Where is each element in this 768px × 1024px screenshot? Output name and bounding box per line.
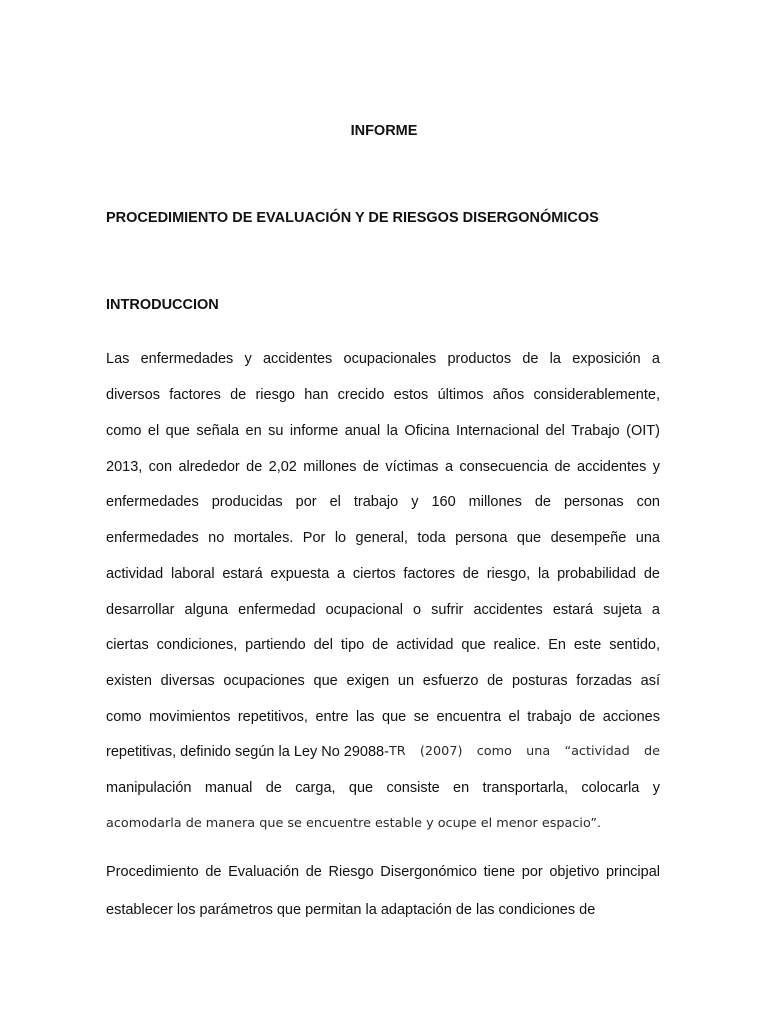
paragraph-line: enfermedades no mortales. Por lo general, toda persona que desempeñe una xyxy=(106,530,660,546)
paragraph-line: Las enfermedades y accidentes ocupacionales productos de la exposición a xyxy=(106,351,660,367)
document-subtitle: PROCEDIMIENTO DE EVALUACIÓN Y DE RIESGOS DISERGONÓMICOS xyxy=(106,210,599,226)
paragraph-line: ciertas condiciones, partiendo del tipo de actividad que realice. En este sentido, xyxy=(106,637,660,653)
paragraph-line: enfermedades producidas por el trabajo y 160 millones de personas con xyxy=(106,494,660,510)
paragraph-line-part: repetitivas, definido según la Ley No 29088- xyxy=(106,744,389,760)
paragraph-line-mixed xyxy=(106,743,660,761)
paragraph-line: desarrollar alguna enfermedad ocupacional o sufrir accidentes estará sujeta a xyxy=(106,602,660,618)
document-title: INFORME xyxy=(350,123,418,139)
paragraph-line: como el que señala en su informe anual la Oficina Internacional del Trabajo (OIT) xyxy=(106,423,660,439)
paragraph-line: acomodarla de manera que se encuentre estable y ocupe el menor espacio”. xyxy=(106,816,602,831)
section-heading-introduccion: INTRODUCCION xyxy=(106,297,219,313)
paragraph-line-part-alt: TR (2007) como una “actividad de xyxy=(388,744,660,759)
paragraph-line: existen diversas ocupaciones que exigen un esfuerzo de posturas forzadas así xyxy=(106,673,660,689)
paragraph-line: establecer los parámetros que permitan la adaptación de las condiciones de xyxy=(106,902,596,918)
paragraph-line: manipulación manual de carga, que consiste en transportarla, colocarla y xyxy=(106,780,660,796)
paragraph-line: Procedimiento de Evaluación de Riesgo Disergonómico tiene por objetivo principal xyxy=(106,864,660,880)
paragraph-line: como movimientos repetitivos, entre las que se encuentra el trabajo de acciones xyxy=(106,709,660,725)
paragraph-line: 2013, con alrededor de 2,02 millones de víctimas a consecuencia de accidentes y xyxy=(106,459,660,475)
paragraph-line: diversos factores de riesgo han crecido estos últimos años considerablemente, xyxy=(106,387,660,403)
paragraph-line: actividad laboral estará expuesta a ciertos factores de riesgo, la probabilidad de xyxy=(106,566,660,582)
